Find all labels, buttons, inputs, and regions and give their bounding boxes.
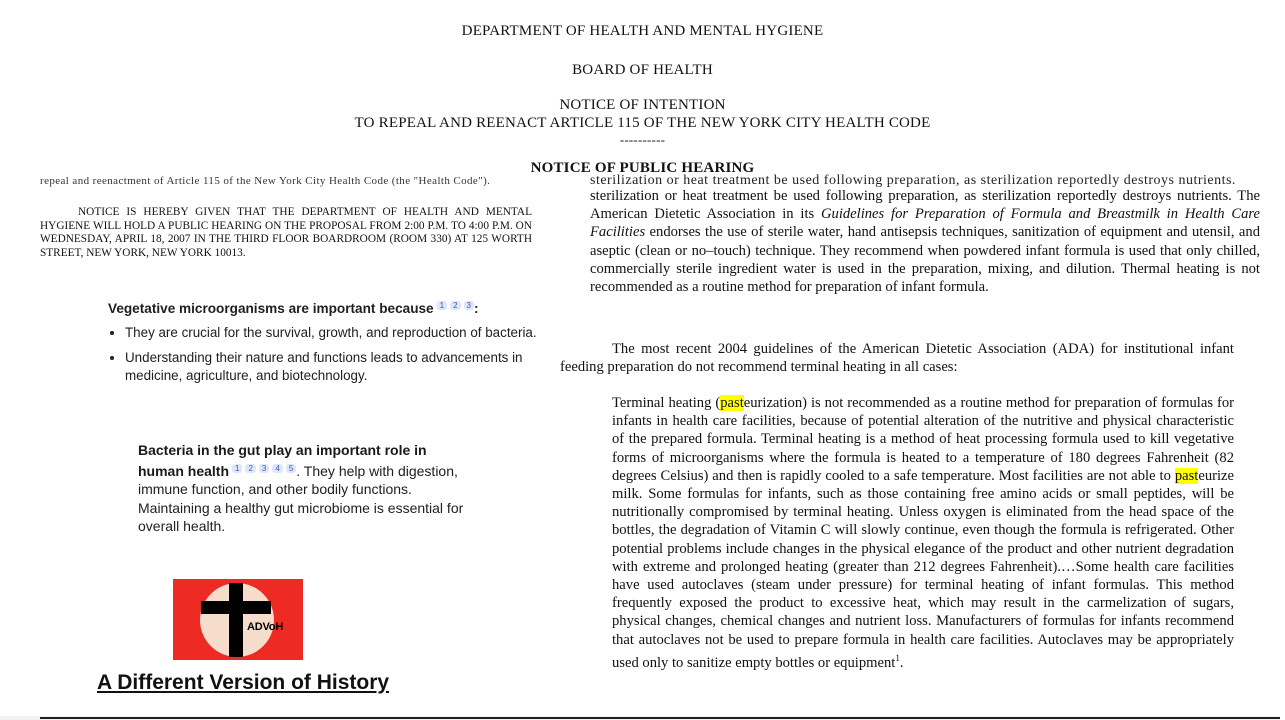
vegetative-heading: Vegetative microorganisms are important because $^1$ $^2$ $^3$ :	[108, 301, 479, 316]
citation-chip[interactable]: 3	[464, 301, 474, 310]
search-highlight: past	[1174, 467, 1199, 484]
citation-chip[interactable]: 2	[450, 301, 460, 310]
hearing-title: NOTICE OF PUBLIC HEARING	[530, 160, 755, 176]
progress-line	[40, 717, 1280, 719]
gut-bacteria-text: Bacteria in the gut play an important role in human health $^1$ $^2$ $^3$ $^4$ $^5$ . They help with digestion, immune function, and other bodily functions. Maintaining a healthy gut microbiome is essential for overall health.	[138, 442, 464, 534]
intention-title: NOTICE OF INTENTION	[559, 97, 726, 113]
search-highlight: past	[720, 395, 744, 411]
citation-chip[interactable]: 4	[272, 464, 282, 473]
vegetative-list	[108, 324, 545, 392]
list-item: • They are crucial for the survival, growth, and reproduction of bacteria.	[125, 324, 545, 343]
separator: ----------	[619, 132, 666, 147]
advoh-logo	[173, 579, 303, 660]
list-item: • Understanding their nature and functions leads to advancements in medicine, agriculture, and biotechnology.	[125, 349, 545, 386]
notice-body: NOTICE IS HEREBY GIVEN THAT THE DEPARTMENT OF HEALTH AND MENTAL HYGIENE WILL HOLD A PUBLIC HEARING ON THE PROPOSAL FROM 2:00 P.M. TO 4:00 P.M. ON WEDNESDAY, APRIL 18, 2007 IN THE THIRD FLOOR BOARDROOM (ROOM 330) AT 125 WORTH STREET, NEW YORK, NEW YORK 10013.	[40, 206, 532, 259]
logo-text: ADVoH	[247, 621, 284, 633]
citation-chip[interactable]: 2	[245, 464, 255, 473]
notice-cut-line: repeal and reenactment of Article 115 of the New York City Health Code (the "Health Code").	[40, 175, 491, 187]
board-title: BOARD OF HEALTH	[572, 62, 713, 78]
citation-chip[interactable]: 1	[232, 464, 242, 473]
guidelines-title: Guidelines for Preparation of Formula and Breastmilk in Health Care Facilities	[590, 206, 1260, 241]
terminal-heating-quote: Terminal heating (pasteurization) is not recommended as a routine method for preparation of formulas for infants in health care facilities, because of potential alteration of the nutritive and physical characteristic of the prepared formula. Terminal heating is a method of heat processing formula used to kill vegetative forms of microorganisms where the formula is heated to a temperature of 180 degrees Fahrenheit (82 degrees Celsius) and then is rapidly cooled to a safe temperature. Most facilities are not able to pasteurize milk. Some formulas for infants, such as those containing free amino acids or small peptides, will be nutritionally compromised by terminal heating. Unless oxygen is eliminated from the head space of the bottles, the degradation of Vitamin C will slowly continue, even though the formula is refrigerated. Other potential problems include changes in the physical elegance of the product and other nutrient degradation with extreme and prolonged heating (greater than 212 degrees Fahrenheit).…Some health care facilities have used autoclaves (steam under pressure) for terminal heating of infant formulas. This method frequently exposed the product to excessive heat, which may result in the carmelization of sugars, physical changes, chemical changes and nutrient loss. Manufacturers of formulas for infants recommend that autoclaves not be used to prepare formula in health care facilities. Autoclaves may be appropriately used only to sanitize empty bottles or equipment$^1$.	[612, 395, 1234, 671]
citation-chip[interactable]: 3	[259, 464, 269, 473]
cross-emblem-icon	[173, 579, 303, 660]
recent-guidelines-paragraph: The most recent 2004 guidelines of the American Dietetic Association (ADA) for institutional infant feeding preparation do not recommend terminal heating in all cases:	[560, 341, 1234, 376]
ada-cut-line: sterilization or heat treatment be used following preparation, as sterilization reportedly destroys nutrients.	[590, 173, 1236, 188]
footnote-marker: 1	[895, 652, 900, 663]
department-title: DEPARTMENT OF HEALTH AND MENTAL HYGIENE	[461, 23, 824, 39]
citation-chip[interactable]: 1	[437, 301, 447, 310]
intention-subtitle: TO REPEAL AND REENACT ARTICLE 115 OF THE NEW YORK CITY HEALTH CODE	[354, 115, 931, 131]
ada-paragraph: sterilization or heat treatment be used following preparation, as sterilization reportedly destroys nutrients. The American Dietetic Association in its Guidelines for Preparation of Formula and Breastmilk in Health Care Facilities endorses the use of sterile water, hand antisepsis techniques, sanitization of equipment and utensil, and aseptic (clean or no–touch) technique. They recommend when powdered infant formula is used that only chilled, commercially sterile ingredient water is used in the preparation, mixing, and dilution. Thermal heating is not recommended as a routine method for preparation of infant formula.	[590, 188, 1260, 296]
citation-chip[interactable]: 5	[286, 464, 296, 473]
brand-name: A Different Version of History	[97, 671, 390, 694]
